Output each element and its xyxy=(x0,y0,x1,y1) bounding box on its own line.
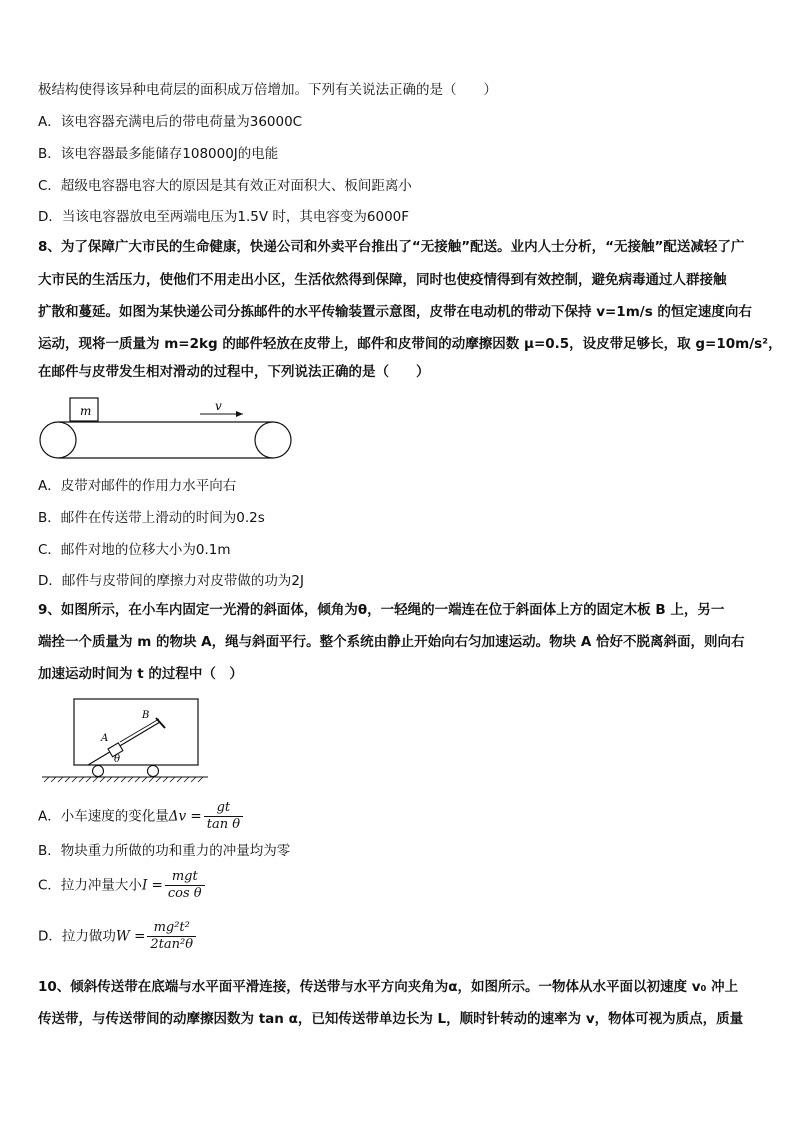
q9-option-c-lhs: I = xyxy=(141,877,163,894)
cart-body xyxy=(74,699,198,765)
right-pulley xyxy=(255,422,291,458)
q7-option-b: B．该电容器最多能储存108000J的电能 xyxy=(38,146,279,162)
label-theta: θ xyxy=(114,754,121,765)
fraction-numerator: mgt xyxy=(165,869,205,886)
q9-option-d-lhs: W = xyxy=(115,928,146,945)
q8-stem-line-4: 运动，现将一质量为 m=2kg 的邮件轻放在皮带上，邮件和皮带间的动摩擦因数 μ=0.5，设皮带足够长，取 g=10m/s²， xyxy=(38,336,782,352)
q8-option-d: D．邮件与皮带间的摩擦力对皮带做的功为2J xyxy=(38,573,304,589)
mass-label: m xyxy=(80,404,92,418)
q9-stem-line-2: 端拴一个质量为 m 的物块 A，绳与斜面平行。整个系统由静止开始向右匀加速运动。物块 A 恰好不脱离斜面，则向右 xyxy=(38,634,745,650)
fraction-denominator: cos θ xyxy=(167,886,202,901)
q9-option-c-fraction xyxy=(165,869,205,902)
label-a: A xyxy=(101,733,109,744)
q8-option-b: B．邮件在传送带上滑动的时间为0.2s xyxy=(38,510,265,526)
right-wheel xyxy=(148,766,159,777)
q8-stem-line-3: 扩散和蔓延。如图为某快递公司分拣邮件的水平传输装置示意图，皮带在电动机的带动下保持 v=1m/s 的恒定速度向右 xyxy=(38,304,752,320)
q9-stem-line-3: 加速运动时间为 t 的过程中（ ） xyxy=(38,666,243,682)
q7-option-d: D．当该电容器放电至两端电压为1.5V 时，其电容变为6000F xyxy=(38,209,410,225)
velocity-arrowhead xyxy=(236,411,243,417)
q9-option-a-text: A．小车速度的变化量 xyxy=(38,808,169,825)
q9-option-d-fraction xyxy=(147,920,196,953)
q7-stem-end: 极结构使得该异种电荷层的面积成万倍增加。下列有关说法正确的是（ ） xyxy=(38,82,497,98)
fraction-numerator: mg²t² xyxy=(147,920,196,937)
q8-option-a: A．皮带对邮件的作用力水平向右 xyxy=(38,478,237,494)
q8-stem-line-2: 大市民的生活压力，使他们不用走出小区，生活依然得到保障，同时也使疫情得到有效控制，避免病毒通过人群接触 xyxy=(38,272,727,288)
left-pulley xyxy=(40,422,76,458)
ground-hatching xyxy=(44,777,203,782)
q10-stem-line-1: 10、倾斜传送带在底端与水平面平滑连接，传送带与水平方向夹角为α，如图所示。一物体从水平面以初速度 v₀ 冲上 xyxy=(38,979,739,995)
cart-incline-figure xyxy=(38,694,213,786)
q9-option-b: B．物块重力所做的功和重力的冲量均为零 xyxy=(38,843,291,859)
q8-option-c: C．邮件对地的位移大小为0.1m xyxy=(38,542,231,558)
q9-option-a-fraction xyxy=(204,800,243,833)
conveyor-belt-figure xyxy=(38,392,298,462)
q8-stem-line-1: 8、为了保障广大市民的生命健康，快递公司和外卖平台推出了“无接触”配送。业内人士分析，“无接触”配送减轻了广 xyxy=(38,239,745,255)
fraction-numerator: gt xyxy=(204,800,243,817)
q9-option-a-lhs: Δv = xyxy=(168,808,202,825)
q7-option-c: C．超级电容器电容大的原因是其有效正对面积大、板间距离小 xyxy=(38,178,412,194)
incline-surface xyxy=(88,722,160,765)
q7-option-a: A．该电容器充满电后的带电荷量为36000C xyxy=(38,114,303,130)
q9-option-d xyxy=(38,920,196,953)
velocity-label: v xyxy=(215,399,222,413)
left-wheel xyxy=(93,766,104,777)
rope xyxy=(120,719,159,742)
fraction-denominator: 2tan²θ xyxy=(150,937,194,952)
q9-option-c xyxy=(38,869,205,902)
q8-stem-line-5: 在邮件与皮带发生相对滑动的过程中，下列说法正确的是（ ） xyxy=(38,364,430,380)
q10-stem-line-2: 传送带，与传送带间的动摩擦因数为 tan α，已知传送带单边长为 L，顺时针转动的速率为 v，物体可视为质点，质量 xyxy=(38,1011,744,1027)
q9-stem-line-1: 9、如图所示，在小车内固定一光滑的斜面体，倾角为θ，一轻绳的一端连在位于斜面体上方的固定木板 B 上，另一 xyxy=(38,602,725,618)
q9-option-d-text: D．拉力做功 xyxy=(38,928,116,945)
q9-option-a xyxy=(38,800,243,833)
label-b: B xyxy=(142,710,150,721)
fraction-denominator: tan θ xyxy=(206,817,241,832)
q9-option-c-text: C．拉力冲量大小 xyxy=(38,877,142,894)
